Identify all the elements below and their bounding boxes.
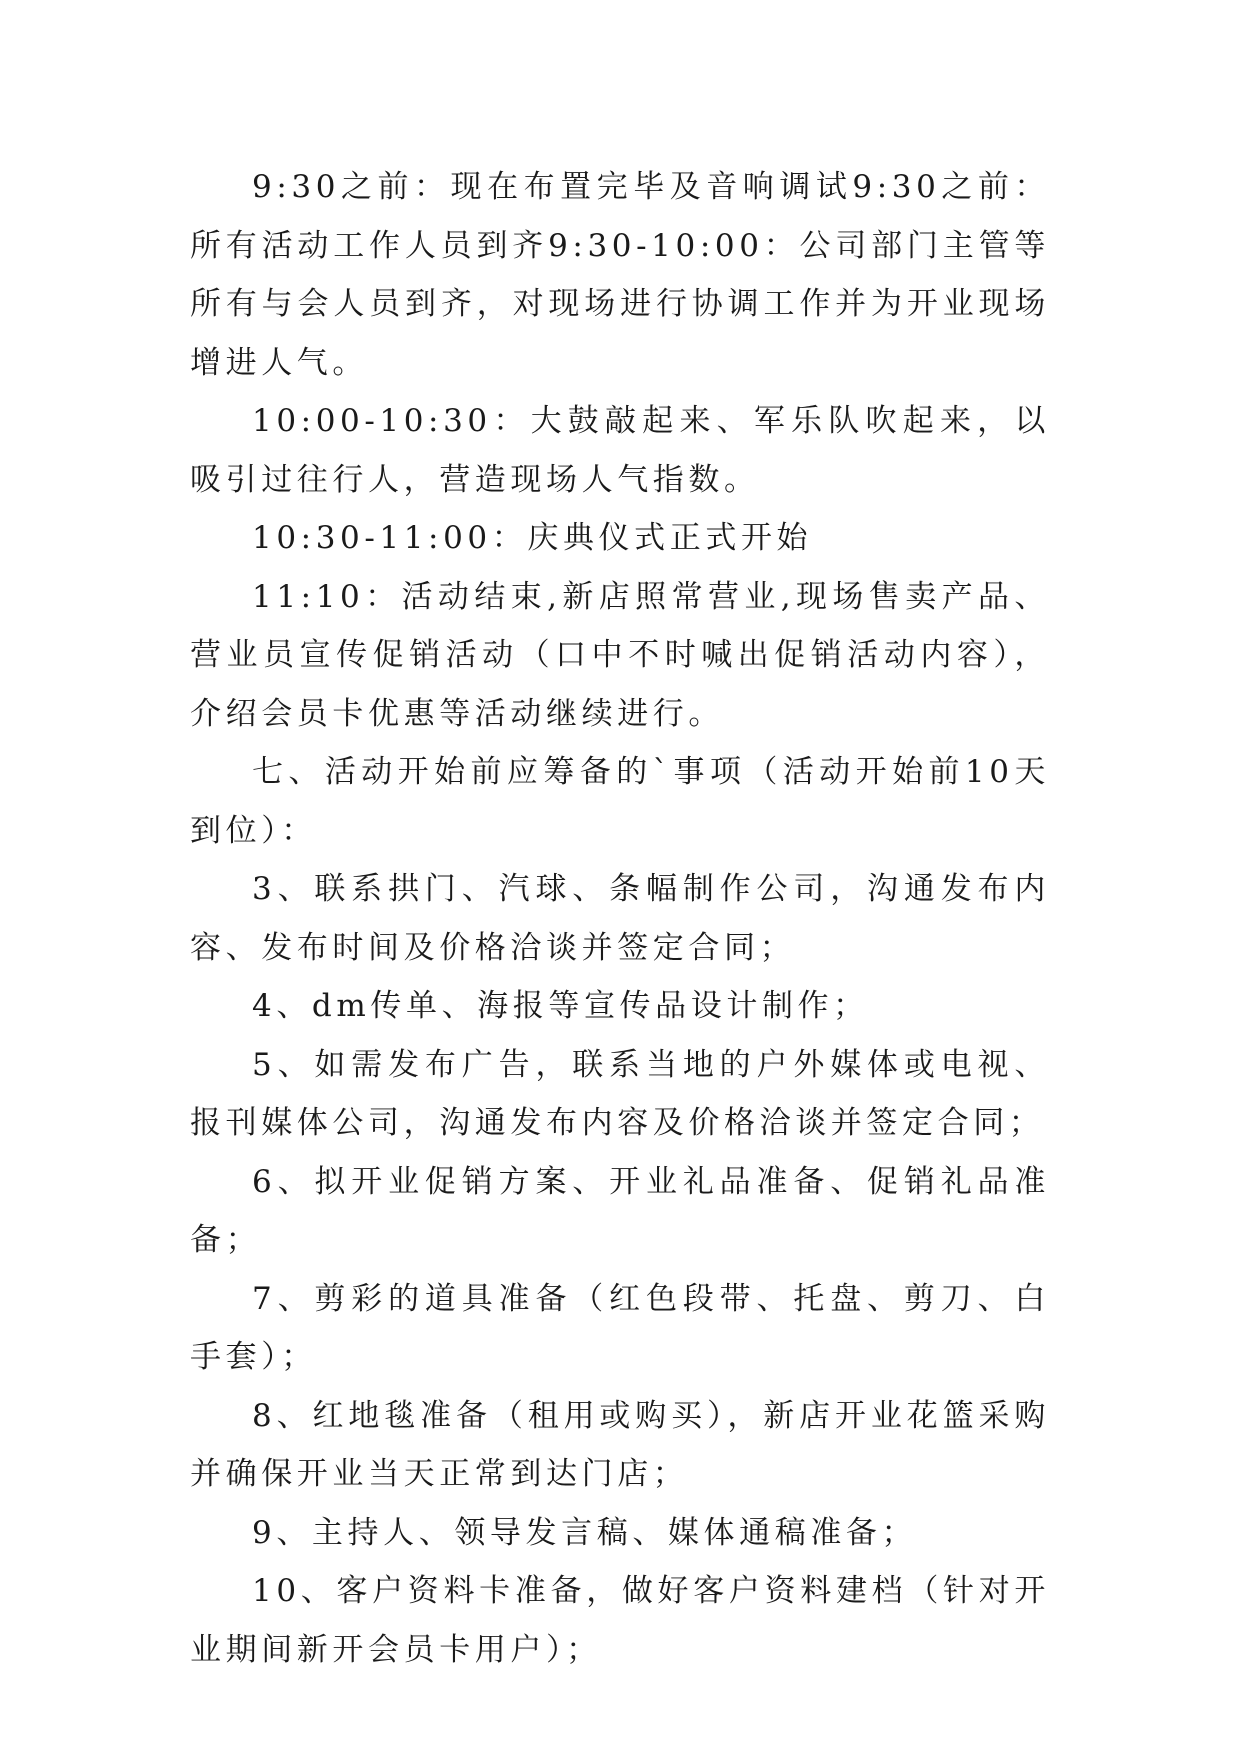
paragraph-schedule-0930: 9:30之前：现在布置完毕及音响调试9:30之前：所有活动工作人员到齐9:30-10:00：公司部门主管等所有与会人员到齐，对现场进行协调工作并为开业现场增进人气。 xyxy=(190,169,1050,381)
list-item-8: 8、红地毯准备（租用或购买），新店开业花篮采购并确保开业当天正常到达门店； xyxy=(190,1397,1050,1492)
list-item-3: 3、联系拱门、汽球、条幅制作公司，沟通发布内容、发布时间及价格洽谈并签定合同； xyxy=(190,871,1050,966)
document-body xyxy=(190,158,1050,1679)
list-item-9: 9、主持人、领导发言稿、媒体通稿准备； xyxy=(252,1514,918,1551)
list-item-7: 7、剪彩的道具准备（红色段带、托盘、剪刀、白手套）； xyxy=(190,1280,1050,1375)
list-item-4: 4、dm传单、海报等宣传品设计制作； xyxy=(252,988,869,1024)
paragraph-schedule-1110: 11:10：活动结束,新店照常营业,现场售卖产品、营业员宣传促销活动（口中不时喊出促销活动内容），介绍会员卡优惠等活动继续进行。 xyxy=(190,578,1050,732)
list-item-10: 10、客户资料卡准备，做好客户资料建档（针对开业期间新开会员卡用户）； xyxy=(190,1573,1050,1668)
paragraph-schedule-1030: 10:30-11:00：庆典仪式正式开始 xyxy=(252,520,813,556)
paragraph-schedule-1000: 10:00-10:30：大鼓敲起来、军乐队吹起来，以吸引过往行人，营造现场人气指数。 xyxy=(190,403,1050,498)
list-item-6: 6、拟开业促销方案、开业礼品准备、促销礼品准备； xyxy=(190,1163,1050,1258)
section-heading-preparations: 七、活动开始前应筹备的`事项（活动开始前10天到位）： xyxy=(190,754,1050,849)
list-item-5: 5、如需发布广告，联系当地的户外媒体或电视、报刊媒体公司，沟通发布内容及价格洽谈并签定合同； xyxy=(190,1046,1050,1141)
